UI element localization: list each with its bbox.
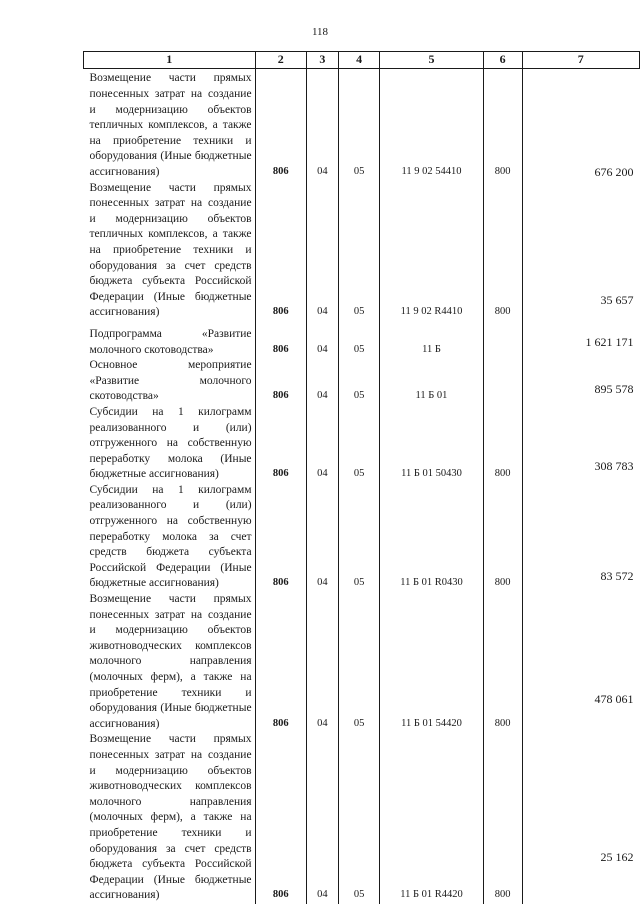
row-csr: 11 Б 01 R4420 [380, 732, 483, 904]
row-podrazdel: 05 [338, 405, 380, 483]
header-row [84, 52, 640, 69]
row-vr: 800 [483, 405, 522, 483]
row-sum: 478 061 [522, 592, 639, 732]
row-name: Возмещение части прямых понесенных затрат на создание и модернизацию объектов животноводческих комплексов молочного направления (молочных ферм), а также на приобретение техники и оборудования (Иные бюджетные ассигнования) [89, 593, 252, 730]
row-vr [483, 327, 522, 358]
col-header-3: 3 [306, 52, 338, 69]
row-ved: 806 [255, 327, 306, 358]
row-vr: 800 [483, 732, 522, 904]
row-csr: 11 Б 01 50430 [380, 405, 483, 483]
row-podrazdel: 05 [338, 358, 380, 405]
row-csr: 11 9 02 54410 [380, 69, 483, 181]
row-csr: 11 Б 01 54420 [380, 592, 483, 732]
row-razdel: 04 [306, 483, 338, 592]
row-name: Возмещение части прямых понесенных затрат на создание и модернизацию объектов животноводческих комплексов молочного направления (молочных ферм), а также на приобретение техники и оборудования за счет средств бюджета субъекта Российской Федерации (Иные бюджетные ассигнования) [89, 733, 252, 902]
row-sum: 676 200 [522, 69, 639, 181]
table-row [84, 358, 640, 405]
row-podrazdel: 05 [338, 327, 380, 358]
row-name: Основное мероприятие «Развитие молочного скотоводства» [89, 359, 252, 403]
row-sum: 25 162 [522, 732, 639, 904]
row-ved: 806 [255, 592, 306, 732]
row-name: Возмещение части прямых понесенных затрат на создание и модернизацию объектов тепличных комплексов, а также на приобретение техники и оборудования за счет средств бюджета субъекта Российской Федерации (Иные бюджетные ассигнования) [89, 181, 252, 319]
row-name: Субсидии на 1 килограмм реализованного и (или) отгруженного на собственную переработку молока за счет средств бюджета субъекта Российской Федерации (Иные бюджетные ассигнования) [89, 483, 252, 590]
table-row [84, 327, 640, 358]
row-razdel: 04 [306, 69, 338, 181]
row-name: Возмещение части прямых понесенных затрат на создание и модернизацию объектов тепличных комплексов, а также на приобретение техники и оборудования (Иные бюджетные ассигнования) [89, 72, 252, 178]
row-vr: 800 [483, 483, 522, 592]
row-vr [483, 358, 522, 405]
row-podrazdel: 05 [338, 483, 380, 592]
table-row [84, 405, 640, 483]
row-podrazdel: 05 [338, 69, 380, 181]
col-header-4: 4 [338, 52, 380, 69]
row-sum: 1 621 171 [522, 327, 639, 358]
row-ved: 806 [255, 405, 306, 483]
row-podrazdel: 05 [338, 592, 380, 732]
row-razdel: 04 [306, 181, 338, 321]
row-sum: 308 783 [522, 405, 639, 483]
row-ved: 806 [255, 181, 306, 321]
row-ved: 806 [255, 732, 306, 904]
budget-table [83, 51, 640, 904]
col-header-7: 7 [522, 52, 639, 69]
row-razdel: 04 [306, 358, 338, 405]
row-razdel: 04 [306, 592, 338, 732]
row-razdel: 04 [306, 405, 338, 483]
row-csr: 11 9 02 R4410 [380, 181, 483, 321]
row-ved: 806 [255, 358, 306, 405]
row-ved: 806 [255, 69, 306, 181]
row-name: Подпрограмма «Развитие молочного скотоводства» [89, 327, 252, 356]
row-podrazdel: 05 [338, 732, 380, 904]
row-csr: 11 Б 01 R0430 [380, 483, 483, 592]
col-header-2: 2 [255, 52, 306, 69]
row-csr: 11 Б [380, 327, 483, 358]
table-row [84, 69, 640, 181]
row-razdel: 04 [306, 327, 338, 358]
row-vr: 800 [483, 181, 522, 321]
table-row [84, 592, 640, 732]
page-number: 118 [311, 26, 329, 38]
row-name: Субсидии на 1 килограмм реализованного и (или) отгруженного на собственную переработку молока (Иные бюджетные ассигнования) [89, 405, 252, 481]
row-ved: 806 [255, 483, 306, 592]
table-row [84, 732, 640, 904]
table-row [84, 181, 640, 321]
row-podrazdel: 05 [338, 181, 380, 321]
row-csr: 11 Б 01 [380, 358, 483, 405]
col-header-5: 5 [380, 52, 483, 69]
row-sum: 83 572 [522, 483, 639, 592]
row-sum: 35 657 [522, 181, 639, 321]
col-header-1: 1 [84, 52, 256, 69]
col-header-6: 6 [483, 52, 522, 69]
row-vr: 800 [483, 592, 522, 732]
row-vr: 800 [483, 69, 522, 181]
table-row [84, 483, 640, 592]
row-sum: 895 578 [522, 358, 639, 405]
row-razdel: 04 [306, 732, 338, 904]
